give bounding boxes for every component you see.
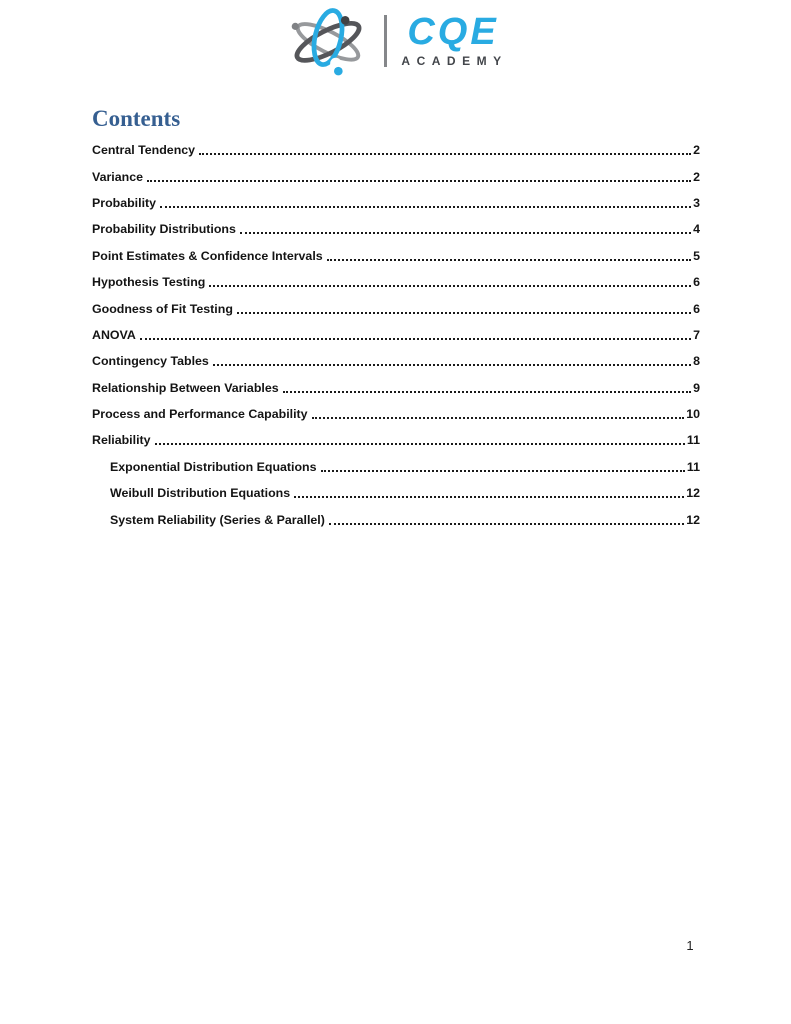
toc-entry-page: 7 [693,327,700,342]
toc-entry-page: 11 [686,459,700,474]
toc-leader-dots [199,153,691,155]
brand-name: CQE [407,10,499,53]
toc-entry-label: Probability [92,195,157,210]
atom-icon [283,4,373,78]
toc-entry-label: Central Tendency [92,143,196,158]
toc-leader-dots [240,232,691,234]
toc-entry[interactable] [92,163,700,189]
toc-entry-page: 4 [693,222,700,237]
toc-entry-page: 6 [693,275,700,290]
toc-entry-label: System Reliability (Series & Parallel) [110,512,325,527]
toc-entry[interactable] [92,401,700,427]
toc-entry-page: 12 [686,512,700,527]
toc-entry-page: 12 [686,486,700,501]
toc-entry-label: Reliability [92,433,151,448]
toc-entry-page: 3 [693,195,700,210]
toc-entry[interactable] [92,348,700,374]
toc-leader-dots [312,417,685,419]
toc-entry[interactable] [92,375,700,401]
toc-leader-dots [209,285,691,287]
toc-leader-dots [283,391,691,393]
toc-entry-page: 9 [693,380,700,395]
toc-entry[interactable] [92,295,700,321]
logo-divider [384,15,387,67]
toc-entry[interactable] [92,454,700,480]
toc-leader-dots [321,470,685,472]
toc-entry[interactable] [92,137,700,163]
toc-leader-dots [140,338,691,340]
toc-leader-dots [329,523,684,525]
toc-leader-dots [237,312,691,314]
toc-leader-dots [327,259,691,261]
toc-entry-label: Weibull Distribution Equations [110,486,291,501]
toc-heading: Contents [92,106,181,131]
toc-entry-label: Variance [92,169,143,184]
toc-entry-label: Hypothesis Testing [92,275,206,290]
toc-entry-page: 8 [693,354,700,369]
toc-section [92,106,700,533]
toc-entry[interactable] [92,322,700,348]
footer-page-number: 1 [686,938,694,953]
toc-leader-dots [160,206,691,208]
toc-entry-page: 11 [686,433,700,448]
toc-entry-label: Contingency Tables [92,354,209,369]
toc-leader-dots [155,443,685,445]
toc-entry-label: Point Estimates & Confidence Intervals [92,248,323,263]
toc-entry-page: 2 [693,143,700,158]
toc-entry-page: 5 [693,248,700,263]
toc-entry-label: ANOVA [92,327,136,342]
toc-entry[interactable] [92,480,700,506]
toc-entry[interactable] [92,506,700,532]
toc-entry-page: 6 [693,301,700,316]
toc-entry[interactable] [92,190,700,216]
toc-entry[interactable] [92,269,700,295]
toc-entry-page: 2 [693,169,700,184]
toc-leader-dots [294,496,684,498]
toc-list [92,137,700,533]
toc-entry-label: Exponential Distribution Equations [110,459,317,474]
toc-entry-label: Relationship Between Variables [92,380,279,395]
brand-subtitle: ACADEMY [401,54,508,69]
toc-leader-dots [147,180,691,182]
logo [0,4,791,78]
toc-entry[interactable] [92,427,700,453]
toc-entry[interactable] [92,216,700,242]
toc-entry-page: 10 [686,407,700,422]
logo-text [398,10,508,69]
toc-entry-label: Goodness of Fit Testing [92,301,233,316]
toc-entry-label: Process and Performance Capability [92,407,308,422]
toc-entry[interactable] [92,243,700,269]
toc-entry-label: Probability Distributions [92,222,236,237]
toc-leader-dots [213,364,691,366]
